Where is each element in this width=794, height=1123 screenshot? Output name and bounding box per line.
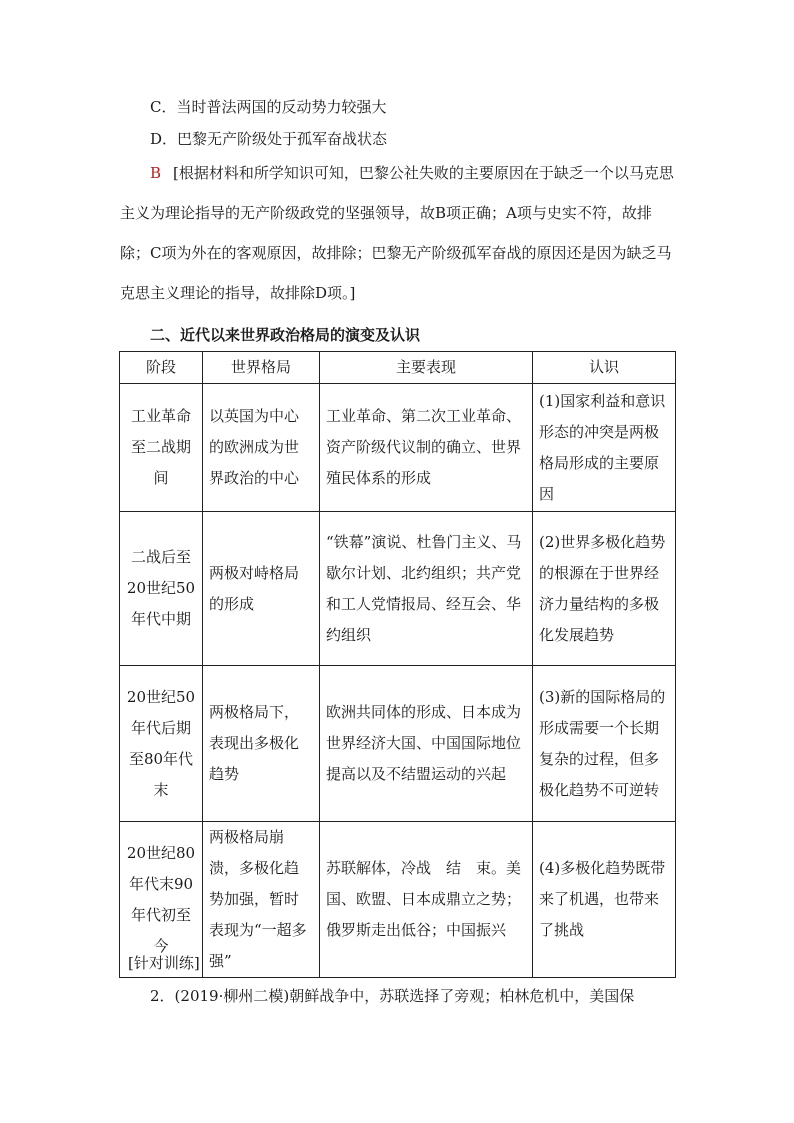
training-label: [针对训练] — [128, 954, 200, 972]
header-performance: 主要表现 — [320, 352, 533, 384]
cell-pattern: 两极格局崩溃，多极化趋势加强，暂时表现为“一超多强” — [203, 822, 320, 978]
explanation-text: [根据材料和所学知识可知，巴黎公社失败的主要原因在于缺乏一个以马克思主义为理论指导的无产阶级政党的坚强领导，故B项正确；A项与史实不符，故排除；C项为外在的客观原因，故排除；巴黎无产阶级孤军奋战的原因还是因为缺乏马克思主义理论的指导，故排除D项。] — [120, 164, 674, 302]
cell-performance: “铁幕”演说、杜鲁门主义、马歇尔计划、北约组织；共产党和工人党情报局、经互会、华约组织 — [320, 512, 533, 666]
option-d: D．巴黎无产阶级处于孤军奋战状态 — [150, 130, 388, 148]
option-c: C．当时普法两国的反动势力较强大 — [150, 98, 387, 116]
cell-pattern: 两极对峙格局的形成 — [203, 512, 320, 666]
section-heading: 二、近代以来世界政治格局的演变及认识 — [150, 326, 421, 344]
cell-insight: (2)世界多极化趋势的根源在于世界经济力量结构的多极化发展趋势 — [533, 512, 676, 666]
world-pattern-table — [119, 351, 676, 978]
table-row — [120, 822, 676, 978]
table-row — [120, 384, 676, 512]
answer-letter: B — [150, 164, 162, 182]
cell-performance: 欧洲共同体的形成、日本成为世界经济大国、中国国际地位提高以及不结盟运动的兴起 — [320, 666, 533, 822]
cell-stage: 20世纪50年代后期至80年代末 — [120, 666, 203, 822]
cell-stage: 二战后至20世纪50年代中期 — [120, 512, 203, 666]
cell-stage: 20世纪80年代末90年代初至今 — [120, 822, 203, 978]
header-stage: 阶段 — [120, 352, 203, 384]
table-header-row — [120, 352, 676, 384]
cell-insight: (1)国家利益和意识形态的冲突是两极格局形成的主要原因 — [533, 384, 676, 512]
cell-performance: 苏联解体，冷战 结 束。美国、欧盟、日本成鼎立之势；俄罗斯走出低谷；中国振兴 — [320, 822, 533, 978]
table-row — [120, 666, 676, 822]
cell-pattern: 以英国为中心的欧洲成为世界政治的中心 — [203, 384, 320, 512]
header-insight: 认识 — [533, 352, 676, 384]
answer-explanation — [120, 153, 676, 313]
header-pattern: 世界格局 — [203, 352, 320, 384]
question-stem: 2．(2019·柳州二模)朝鲜战争中，苏联选择了旁观；柏林危机中，美国保 — [150, 987, 635, 1005]
cell-insight: (4)多极化趋势既带来了机遇，也带来了挑战 — [533, 822, 676, 978]
cell-pattern: 两极格局下，表现出多极化趋势 — [203, 666, 320, 822]
cell-performance: 工业革命、第二次工业革命、资产阶级代议制的确立、世界殖民体系的形成 — [320, 384, 533, 512]
cell-insight: (3)新的国际格局的形成需要一个长期复杂的过程，但多极化趋势不可逆转 — [533, 666, 676, 822]
table-row — [120, 512, 676, 666]
cell-stage: 工业革命至二战期间 — [120, 384, 203, 512]
